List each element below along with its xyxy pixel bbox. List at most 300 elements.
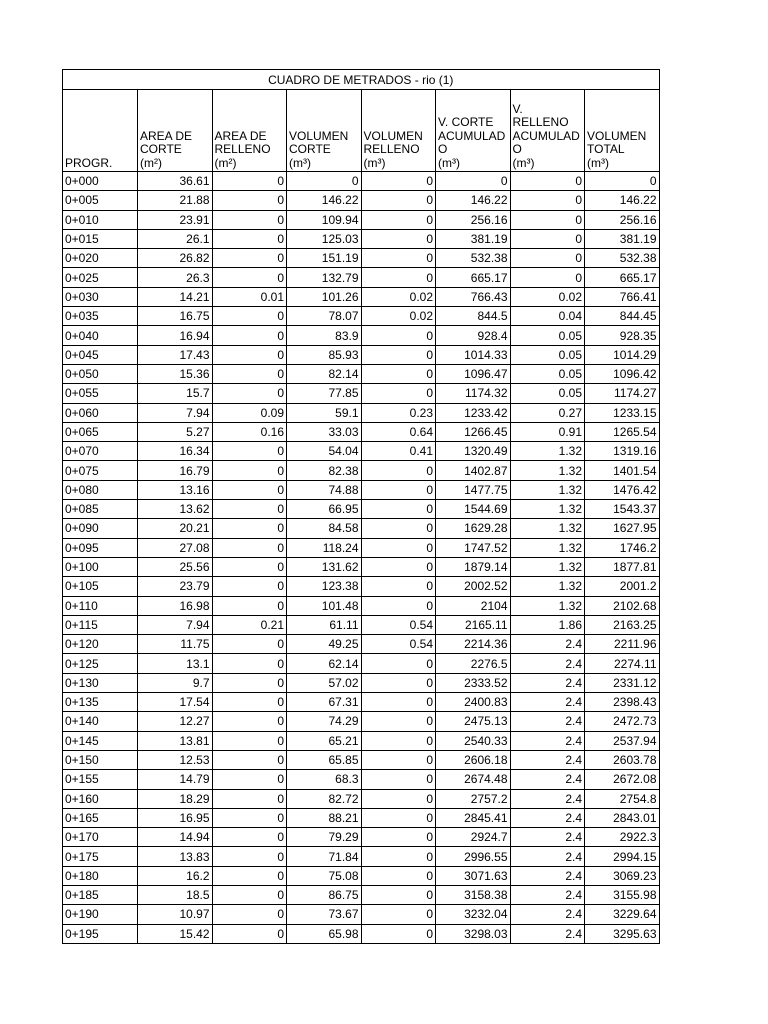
- cell-v-relleno-acumulado: 2.4: [510, 770, 585, 789]
- cell-area-relleno: 0: [212, 828, 287, 847]
- cell-v-corte-acumulado: 1879.14: [436, 557, 511, 576]
- cell-area-relleno: 0.16: [212, 422, 287, 441]
- cell-v-relleno-acumulado: 2.4: [510, 808, 585, 827]
- cell-area-relleno: 0: [212, 480, 287, 499]
- cell-v-relleno-acumulado: 1.32: [510, 577, 585, 596]
- cell-volumen-total: 1627.95: [585, 519, 660, 538]
- cell-volumen-corte: 61.11: [287, 615, 362, 634]
- cell-volumen-corte: 68.3: [287, 770, 362, 789]
- table-row: [63, 712, 660, 731]
- cell-volumen-relleno: 0: [361, 364, 436, 383]
- header-volumen-total: VOLUMEN TOTAL (m³): [585, 90, 660, 172]
- cell-area-relleno: 0: [212, 364, 287, 383]
- cell-volumen-relleno: 0.23: [361, 403, 436, 422]
- cell-progr: 0+185: [63, 885, 138, 904]
- cell-v-corte-acumulado: 1629.28: [436, 519, 511, 538]
- header-volumen-corte: VOLUMEN CORTE (m³): [287, 90, 362, 172]
- cell-progr: 0+075: [63, 461, 138, 480]
- cell-v-corte-acumulado: 1544.69: [436, 500, 511, 519]
- cell-area-corte: 13.1: [138, 654, 213, 673]
- cell-volumen-total: 2922.3: [585, 828, 660, 847]
- cell-volumen-total: 1401.54: [585, 461, 660, 480]
- cell-volumen-relleno: 0: [361, 770, 436, 789]
- cell-area-corte: 26.1: [138, 229, 213, 248]
- cell-v-corte-acumulado: 2540.33: [436, 731, 511, 750]
- cell-volumen-corte: 84.58: [287, 519, 362, 538]
- cell-area-corte: 13.83: [138, 847, 213, 866]
- cell-volumen-total: 256.16: [585, 210, 660, 229]
- cell-progr: 0+115: [63, 615, 138, 634]
- table-row: [63, 403, 660, 422]
- table-row: [63, 249, 660, 268]
- cell-volumen-total: 2472.73: [585, 712, 660, 731]
- table-row: [63, 770, 660, 789]
- cell-volumen-total: 1543.37: [585, 500, 660, 519]
- cell-volumen-relleno: 0: [361, 480, 436, 499]
- cell-volumen-relleno: 0: [361, 924, 436, 943]
- cell-progr: 0+040: [63, 326, 138, 345]
- cell-volumen-relleno: 0: [361, 249, 436, 268]
- cell-area-relleno: 0: [212, 808, 287, 827]
- cell-volumen-total: 2211.96: [585, 635, 660, 654]
- cell-volumen-total: 2274.11: [585, 654, 660, 673]
- cell-v-relleno-acumulado: 0: [510, 210, 585, 229]
- cell-v-relleno-acumulado: 2.4: [510, 789, 585, 808]
- cell-volumen-relleno: 0: [361, 345, 436, 364]
- cell-volumen-relleno: 0.64: [361, 422, 436, 441]
- cell-volumen-relleno: 0: [361, 789, 436, 808]
- cell-volumen-relleno: 0: [361, 577, 436, 596]
- cell-v-relleno-acumulado: 1.32: [510, 538, 585, 557]
- cell-v-corte-acumulado: 1266.45: [436, 422, 511, 441]
- cell-area-corte: 14.21: [138, 287, 213, 306]
- cell-volumen-relleno: 0: [361, 847, 436, 866]
- table-title: CUADRO DE METRADOS - rio (1): [63, 70, 660, 90]
- cell-volumen-total: 2994.15: [585, 847, 660, 866]
- table-row: [63, 847, 660, 866]
- table-row: [63, 885, 660, 904]
- title-row: [63, 70, 660, 90]
- cell-area-corte: 11.75: [138, 635, 213, 654]
- cell-volumen-total: 665.17: [585, 268, 660, 287]
- cell-v-corte-acumulado: 146.22: [436, 191, 511, 210]
- cell-v-relleno-acumulado: 1.32: [510, 461, 585, 480]
- cell-area-corte: 13.62: [138, 500, 213, 519]
- cell-area-relleno: 0: [212, 557, 287, 576]
- table-row: [63, 345, 660, 364]
- cell-area-corte: 27.08: [138, 538, 213, 557]
- cell-area-relleno: 0: [212, 249, 287, 268]
- cell-area-relleno: 0: [212, 326, 287, 345]
- cell-volumen-relleno: 0: [361, 172, 436, 191]
- table-row: [63, 596, 660, 615]
- cell-area-relleno: 0: [212, 654, 287, 673]
- cell-v-relleno-acumulado: 1.32: [510, 500, 585, 519]
- cell-v-relleno-acumulado: 0.27: [510, 403, 585, 422]
- cell-area-corte: 15.7: [138, 384, 213, 403]
- cell-area-relleno: 0: [212, 577, 287, 596]
- header-volumen-relleno: VOLUMEN RELLENO (m³): [361, 90, 436, 172]
- table-row: [63, 172, 660, 191]
- cell-v-relleno-acumulado: 2.4: [510, 654, 585, 673]
- cell-progr: 0+070: [63, 442, 138, 461]
- cell-v-corte-acumulado: 2996.55: [436, 847, 511, 866]
- cell-volumen-relleno: 0: [361, 326, 436, 345]
- cell-volumen-corte: 0: [287, 172, 362, 191]
- table-row: [63, 615, 660, 634]
- cell-volumen-relleno: 0: [361, 654, 436, 673]
- cell-volumen-relleno: 0: [361, 519, 436, 538]
- cell-area-corte: 17.43: [138, 345, 213, 364]
- cell-volumen-relleno: 0: [361, 693, 436, 712]
- cell-volumen-relleno: 0: [361, 885, 436, 904]
- table-row: [63, 654, 660, 673]
- cell-volumen-relleno: 0: [361, 673, 436, 692]
- table-row: [63, 924, 660, 943]
- cell-area-corte: 18.29: [138, 789, 213, 808]
- table-row: [63, 442, 660, 461]
- cell-volumen-relleno: 0: [361, 731, 436, 750]
- cell-progr: 0+045: [63, 345, 138, 364]
- cell-v-relleno-acumulado: 2.4: [510, 635, 585, 654]
- cell-volumen-corte: 79.29: [287, 828, 362, 847]
- cell-area-corte: 14.79: [138, 770, 213, 789]
- cell-area-relleno: 0.21: [212, 615, 287, 634]
- cell-progr: 0+195: [63, 924, 138, 943]
- table-body: [63, 172, 660, 944]
- cell-area-relleno: 0: [212, 268, 287, 287]
- cell-progr: 0+125: [63, 654, 138, 673]
- cell-area-relleno: 0.01: [212, 287, 287, 306]
- cell-progr: 0+050: [63, 364, 138, 383]
- cell-v-corte-acumulado: 1477.75: [436, 480, 511, 499]
- cell-v-relleno-acumulado: 1.32: [510, 557, 585, 576]
- cell-volumen-total: 3069.23: [585, 866, 660, 885]
- cell-area-corte: 7.94: [138, 615, 213, 634]
- cell-area-corte: 26.82: [138, 249, 213, 268]
- cell-progr: 0+190: [63, 905, 138, 924]
- cell-volumen-total: 2843.01: [585, 808, 660, 827]
- cell-volumen-total: 1174.27: [585, 384, 660, 403]
- cell-area-corte: 23.91: [138, 210, 213, 229]
- cell-progr: 0+095: [63, 538, 138, 557]
- cell-volumen-corte: 74.29: [287, 712, 362, 731]
- table-row: [63, 750, 660, 769]
- table-row: [63, 731, 660, 750]
- cell-volumen-total: 0: [585, 172, 660, 191]
- cell-volumen-relleno: 0: [361, 461, 436, 480]
- cell-area-corte: 16.79: [138, 461, 213, 480]
- cell-v-corte-acumulado: 2214.36: [436, 635, 511, 654]
- cell-volumen-corte: 125.03: [287, 229, 362, 248]
- cell-area-corte: 13.16: [138, 480, 213, 499]
- cell-volumen-relleno: 0: [361, 596, 436, 615]
- cell-v-relleno-acumulado: 2.4: [510, 885, 585, 904]
- header-v-corte-acumulado: V. CORTE ACUMULAD O (m³): [436, 90, 511, 172]
- cell-area-corte: 5.27: [138, 422, 213, 441]
- cell-v-relleno-acumulado: 0: [510, 191, 585, 210]
- cell-v-corte-acumulado: 3232.04: [436, 905, 511, 924]
- cell-area-relleno: 0: [212, 596, 287, 615]
- cell-volumen-relleno: 0.54: [361, 615, 436, 634]
- cell-progr: 0+020: [63, 249, 138, 268]
- cell-v-relleno-acumulado: 0.02: [510, 287, 585, 306]
- cell-v-corte-acumulado: 381.19: [436, 229, 511, 248]
- cell-area-corte: 26.3: [138, 268, 213, 287]
- cell-v-corte-acumulado: 1402.87: [436, 461, 511, 480]
- cell-progr: 0+065: [63, 422, 138, 441]
- cell-volumen-total: 2163.25: [585, 615, 660, 634]
- cell-area-relleno: 0: [212, 172, 287, 191]
- cell-volumen-relleno: 0: [361, 229, 436, 248]
- cell-progr: 0+000: [63, 172, 138, 191]
- cell-v-relleno-acumulado: 2.4: [510, 750, 585, 769]
- cell-volumen-total: 2603.78: [585, 750, 660, 769]
- cell-volumen-corte: 75.08: [287, 866, 362, 885]
- cell-v-corte-acumulado: 2845.41: [436, 808, 511, 827]
- cell-v-corte-acumulado: 3298.03: [436, 924, 511, 943]
- cell-progr: 0+010: [63, 210, 138, 229]
- cell-area-relleno: 0: [212, 345, 287, 364]
- metrados-table: [62, 69, 660, 944]
- cell-area-relleno: 0: [212, 750, 287, 769]
- cell-volumen-total: 1476.42: [585, 480, 660, 499]
- cell-volumen-total: 2398.43: [585, 693, 660, 712]
- cell-volumen-relleno: 0: [361, 210, 436, 229]
- cell-area-corte: 16.2: [138, 866, 213, 885]
- cell-volumen-relleno: 0: [361, 538, 436, 557]
- cell-area-corte: 13.81: [138, 731, 213, 750]
- cell-progr: 0+170: [63, 828, 138, 847]
- cell-v-relleno-acumulado: 0.05: [510, 384, 585, 403]
- cell-area-corte: 23.79: [138, 577, 213, 596]
- cell-progr: 0+100: [63, 557, 138, 576]
- cell-volumen-total: 381.19: [585, 229, 660, 248]
- cell-volumen-total: 146.22: [585, 191, 660, 210]
- cell-area-relleno: 0: [212, 770, 287, 789]
- cell-v-relleno-acumulado: 0: [510, 229, 585, 248]
- cell-v-relleno-acumulado: 0.05: [510, 364, 585, 383]
- table-row: [63, 500, 660, 519]
- cell-v-corte-acumulado: 1014.33: [436, 345, 511, 364]
- table-row: [63, 287, 660, 306]
- cell-area-corte: 16.95: [138, 808, 213, 827]
- cell-v-corte-acumulado: 2165.11: [436, 615, 511, 634]
- cell-progr: 0+155: [63, 770, 138, 789]
- cell-area-corte: 36.61: [138, 172, 213, 191]
- cell-area-relleno: 0: [212, 229, 287, 248]
- cell-area-corte: 9.7: [138, 673, 213, 692]
- cell-progr: 0+165: [63, 808, 138, 827]
- cell-v-relleno-acumulado: 2.4: [510, 712, 585, 731]
- cell-v-corte-acumulado: 928.4: [436, 326, 511, 345]
- cell-area-corte: 7.94: [138, 403, 213, 422]
- cell-volumen-total: 3229.64: [585, 905, 660, 924]
- cell-area-relleno: 0: [212, 635, 287, 654]
- cell-area-corte: 10.97: [138, 905, 213, 924]
- cell-volumen-corte: 59.1: [287, 403, 362, 422]
- cell-v-corte-acumulado: 1233.42: [436, 403, 511, 422]
- cell-v-corte-acumulado: 2400.83: [436, 693, 511, 712]
- table-row: [63, 635, 660, 654]
- cell-volumen-corte: 49.25: [287, 635, 362, 654]
- cell-volumen-corte: 74.88: [287, 480, 362, 499]
- cell-volumen-corte: 65.21: [287, 731, 362, 750]
- cell-area-relleno: 0: [212, 191, 287, 210]
- table-row: [63, 191, 660, 210]
- cell-v-corte-acumulado: 2475.13: [436, 712, 511, 731]
- cell-v-relleno-acumulado: 1.32: [510, 519, 585, 538]
- cell-v-relleno-acumulado: 0.91: [510, 422, 585, 441]
- cell-area-relleno: 0: [212, 866, 287, 885]
- cell-volumen-corte: 62.14: [287, 654, 362, 673]
- cell-volumen-relleno: 0: [361, 557, 436, 576]
- cell-area-relleno: 0: [212, 789, 287, 808]
- table-row: [63, 480, 660, 499]
- cell-volumen-corte: 146.22: [287, 191, 362, 210]
- header-v-relleno-acumulado: V. RELLENO ACUMULAD O (m³): [510, 90, 585, 172]
- cell-v-relleno-acumulado: 0.05: [510, 345, 585, 364]
- cell-volumen-corte: 83.9: [287, 326, 362, 345]
- cell-v-corte-acumulado: 2333.52: [436, 673, 511, 692]
- cell-area-relleno: 0: [212, 307, 287, 326]
- cell-area-corte: 14.94: [138, 828, 213, 847]
- cell-progr: 0+130: [63, 673, 138, 692]
- cell-area-corte: 16.98: [138, 596, 213, 615]
- cell-area-relleno: 0: [212, 461, 287, 480]
- cell-volumen-relleno: 0: [361, 191, 436, 210]
- cell-volumen-total: 1746.2: [585, 538, 660, 557]
- cell-volumen-total: 1319.16: [585, 442, 660, 461]
- cell-volumen-total: 2672.08: [585, 770, 660, 789]
- cell-volumen-corte: 65.85: [287, 750, 362, 769]
- table-row: [63, 364, 660, 383]
- cell-area-corte: 15.42: [138, 924, 213, 943]
- header-row: [63, 90, 660, 172]
- cell-area-corte: 15.36: [138, 364, 213, 383]
- cell-volumen-total: 3155.98: [585, 885, 660, 904]
- cell-volumen-corte: 82.38: [287, 461, 362, 480]
- cell-volumen-relleno: 0: [361, 750, 436, 769]
- cell-v-relleno-acumulado: 1.32: [510, 596, 585, 615]
- cell-area-relleno: 0: [212, 924, 287, 943]
- cell-volumen-relleno: 0.54: [361, 635, 436, 654]
- cell-volumen-relleno: 0: [361, 828, 436, 847]
- cell-area-corte: 18.5: [138, 885, 213, 904]
- cell-v-corte-acumulado: 1747.52: [436, 538, 511, 557]
- cell-v-corte-acumulado: 3158.38: [436, 885, 511, 904]
- cell-progr: 0+035: [63, 307, 138, 326]
- cell-v-corte-acumulado: 1320.49: [436, 442, 511, 461]
- cell-volumen-corte: 71.84: [287, 847, 362, 866]
- cell-progr: 0+175: [63, 847, 138, 866]
- cell-v-relleno-acumulado: 2.4: [510, 693, 585, 712]
- cell-v-relleno-acumulado: 0.05: [510, 326, 585, 345]
- cell-v-relleno-acumulado: 0: [510, 268, 585, 287]
- cell-volumen-corte: 132.79: [287, 268, 362, 287]
- cell-volumen-total: 766.41: [585, 287, 660, 306]
- cell-progr: 0+085: [63, 500, 138, 519]
- cell-v-corte-acumulado: 256.16: [436, 210, 511, 229]
- cell-progr: 0+105: [63, 577, 138, 596]
- cell-progr: 0+060: [63, 403, 138, 422]
- cell-volumen-total: 928.35: [585, 326, 660, 345]
- cell-volumen-corte: 66.95: [287, 500, 362, 519]
- header-area-relleno: AREA DE RELLENO (m²): [212, 90, 287, 172]
- table-row: [63, 461, 660, 480]
- cell-area-relleno: 0: [212, 442, 287, 461]
- cell-progr: 0+090: [63, 519, 138, 538]
- cell-v-corte-acumulado: 1174.32: [436, 384, 511, 403]
- cell-v-relleno-acumulado: 1.32: [510, 442, 585, 461]
- cell-progr: 0+180: [63, 866, 138, 885]
- cell-volumen-total: 2001.2: [585, 577, 660, 596]
- cell-progr: 0+140: [63, 712, 138, 731]
- cell-area-corte: 25.56: [138, 557, 213, 576]
- cell-v-corte-acumulado: 1096.47: [436, 364, 511, 383]
- cell-progr: 0+110: [63, 596, 138, 615]
- cell-v-corte-acumulado: 766.43: [436, 287, 511, 306]
- cell-v-corte-acumulado: 2924.7: [436, 828, 511, 847]
- cell-progr: 0+145: [63, 731, 138, 750]
- cell-volumen-relleno: 0: [361, 500, 436, 519]
- cell-volumen-corte: 33.03: [287, 422, 362, 441]
- cell-v-relleno-acumulado: 0: [510, 172, 585, 191]
- cell-v-corte-acumulado: 0: [436, 172, 511, 191]
- cell-area-corte: 17.54: [138, 693, 213, 712]
- cell-volumen-corte: 73.67: [287, 905, 362, 924]
- cell-volumen-corte: 109.94: [287, 210, 362, 229]
- cell-volumen-total: 844.45: [585, 307, 660, 326]
- cell-progr: 0+080: [63, 480, 138, 499]
- table-row: [63, 519, 660, 538]
- cell-area-corte: 16.75: [138, 307, 213, 326]
- cell-progr: 0+055: [63, 384, 138, 403]
- cell-volumen-relleno: 0.02: [361, 287, 436, 306]
- cell-volumen-corte: 54.04: [287, 442, 362, 461]
- table-row: [63, 210, 660, 229]
- cell-v-relleno-acumulado: 0.04: [510, 307, 585, 326]
- cell-v-relleno-acumulado: 0: [510, 249, 585, 268]
- cell-volumen-total: 2331.12: [585, 673, 660, 692]
- cell-volumen-relleno: 0: [361, 905, 436, 924]
- cell-area-relleno: 0: [212, 384, 287, 403]
- cell-volumen-corte: 123.38: [287, 577, 362, 596]
- cell-v-corte-acumulado: 2674.48: [436, 770, 511, 789]
- cell-volumen-corte: 88.21: [287, 808, 362, 827]
- cell-area-corte: 16.34: [138, 442, 213, 461]
- cell-v-corte-acumulado: 844.5: [436, 307, 511, 326]
- cell-volumen-corte: 78.07: [287, 307, 362, 326]
- cell-v-corte-acumulado: 2002.52: [436, 577, 511, 596]
- cell-volumen-corte: 101.26: [287, 287, 362, 306]
- cell-volumen-total: 2754.8: [585, 789, 660, 808]
- cell-volumen-total: 2537.94: [585, 731, 660, 750]
- cell-volumen-corte: 86.75: [287, 885, 362, 904]
- cell-volumen-corte: 57.02: [287, 673, 362, 692]
- cell-volumen-total: 3295.63: [585, 924, 660, 943]
- cell-v-corte-acumulado: 532.38: [436, 249, 511, 268]
- cell-volumen-relleno: 0: [361, 384, 436, 403]
- cell-volumen-corte: 85.93: [287, 345, 362, 364]
- cell-progr: 0+160: [63, 789, 138, 808]
- cell-volumen-corte: 131.62: [287, 557, 362, 576]
- cell-v-corte-acumulado: 2757.2: [436, 789, 511, 808]
- cell-volumen-corte: 118.24: [287, 538, 362, 557]
- table-row: [63, 422, 660, 441]
- cell-v-relleno-acumulado: 1.32: [510, 480, 585, 499]
- cell-v-relleno-acumulado: 2.4: [510, 905, 585, 924]
